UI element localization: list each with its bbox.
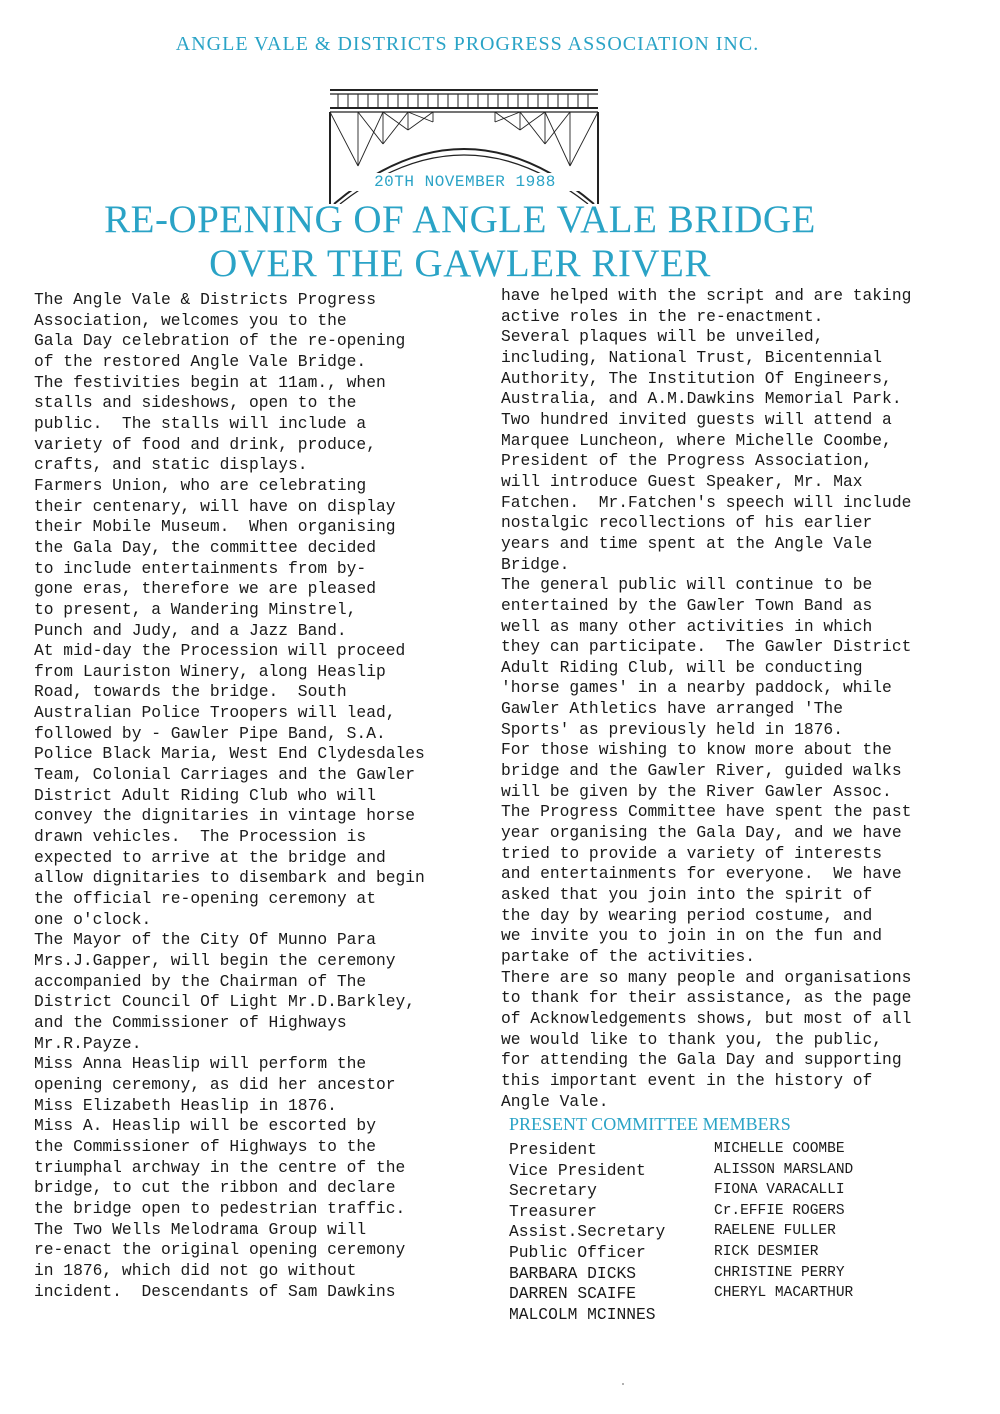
- text-line: Miss A. Heaslip will be escorted by: [34, 1116, 376, 1136]
- text-line: Australia, and A.M.Dawkins Memorial Park.: [501, 389, 902, 409]
- title-line-1: RE-OPENING OF ANGLE VALE BRIDGE: [104, 198, 816, 241]
- text-line: to present, a Wandering Minstrel,: [34, 599, 357, 619]
- text-line: Authority, The Institution Of Engineers,: [501, 368, 892, 388]
- text-line: At mid-day the Procession will proceed: [34, 641, 406, 661]
- text-line: President of the Progress Association,: [501, 451, 873, 471]
- text-line: the official re-opening ceremony at: [34, 889, 376, 909]
- text-line: convey the dignitaries in vintage horse: [34, 806, 416, 826]
- text-line: Police Black Maria, West End Clydesdales: [34, 744, 425, 764]
- text-line: The Progress Committee have spent the past: [501, 802, 912, 822]
- committee-roles-list: [509, 1140, 665, 1325]
- committee-names-list: [714, 1139, 853, 1304]
- text-line: bridge and the Gawler River, guided walks: [501, 761, 902, 781]
- text-line: we would like to thank you, the public,: [501, 1029, 883, 1049]
- committee-role: Treasurer: [509, 1201, 597, 1221]
- text-line: Mrs.J.Gapper, will begin the ceremony: [34, 951, 396, 970]
- text-line: For those wishing to know more about the: [501, 740, 892, 760]
- text-line: The Mayor of the City Of Munno Para: [34, 930, 376, 950]
- text-line: Mr.R.Payze.: [34, 1033, 142, 1053]
- text-line: one o'clock.: [34, 909, 152, 929]
- text-line: they can participate. The Gawler District: [501, 637, 912, 657]
- committee-role: President: [509, 1140, 597, 1159]
- text-line: followed by - Gawler Pipe Band, S.A.: [34, 723, 386, 743]
- text-line: the bridge open to pedestrian traffic.: [34, 1198, 406, 1218]
- organization-name: ANGLE VALE & DISTRICTS PROGRESS ASSOCIATION INC.: [175, 33, 760, 55]
- text-line: Sports' as previously held in 1876.: [501, 719, 843, 739]
- text-line: Angle Vale.: [501, 1091, 609, 1111]
- text-line: partake of the activities.: [501, 947, 756, 966]
- committee-member-name: FIONA VARACALLI: [714, 1182, 845, 1199]
- text-line: to thank for their assistance, as the page: [501, 988, 912, 1008]
- committee-member-name: RICK DESMIER: [714, 1243, 819, 1260]
- text-line: years and time spent at the Angle Vale: [501, 533, 873, 553]
- text-line: the day by wearing period costume, and: [501, 905, 873, 925]
- committee-member-name: CHRISTINE PERRY: [714, 1264, 845, 1281]
- text-line: of Acknowledgements shows, but most of all: [501, 1008, 912, 1028]
- text-line: Adult Riding Club, will be conducting: [501, 657, 863, 677]
- text-line: variety of food and drink, produce,: [34, 434, 376, 454]
- text-line: well as many other activities in which: [501, 616, 873, 636]
- text-line: of the restored Angle Vale Bridge.: [34, 351, 367, 371]
- text-line: expected to arrive at the bridge and: [34, 847, 386, 867]
- text-line: Fatchen. Mr.Fatchen's speech will include: [501, 492, 912, 512]
- text-line: for attending the Gala Day and supporting: [501, 1050, 902, 1070]
- right-column-text: [501, 286, 911, 1112]
- committee-role: Secretary: [509, 1181, 597, 1201]
- text-line: Association, welcomes you to the: [34, 310, 347, 330]
- text-line: crafts, and static displays.: [34, 455, 308, 475]
- text-line: in 1876, which did not go without: [34, 1260, 357, 1280]
- page-title: [0, 198, 920, 286]
- text-line: Gawler Athletics have arranged 'The: [501, 699, 843, 719]
- text-line: accompanied by the Chairman of The: [34, 971, 367, 991]
- left-column-text: [34, 290, 425, 1302]
- text-line: their centenary, will have on display: [34, 496, 396, 516]
- text-line: Road, towards the bridge. South: [34, 682, 347, 702]
- text-line: to include entertainments from by-: [34, 558, 367, 578]
- committee-role: BARBARA DICKS: [509, 1263, 637, 1283]
- committee-role: MALCOLM MCINNES: [509, 1304, 656, 1324]
- text-line: There are so many people and organisations: [501, 967, 912, 987]
- text-line: opening ceremony, as did her ancestor: [34, 1074, 396, 1094]
- text-line: incident. Descendants of Sam Dawkins: [34, 1281, 396, 1301]
- text-line: Farmers Union, who are celebrating: [34, 475, 367, 495]
- text-line: allow dignitaries to disembark and begin: [34, 868, 425, 888]
- committee-member-name: Cr.EFFIE ROGERS: [714, 1202, 845, 1219]
- text-line: Bridge.: [501, 554, 570, 574]
- text-line: this important event in the history of: [501, 1070, 873, 1090]
- text-line: The festivities begin at 11am., when: [34, 372, 386, 392]
- text-line: their Mobile Museum. When organising: [34, 517, 396, 537]
- text-line: public. The stalls will include a: [34, 413, 367, 433]
- text-line: Miss Anna Heaslip will perform the: [34, 1054, 367, 1074]
- committee-role: Assist.Secretary: [509, 1222, 666, 1242]
- text-line: 'horse games' in a nearby paddock, while: [501, 678, 892, 698]
- committee-role: Public Officer: [509, 1242, 646, 1262]
- event-date: 20TH NOVEMBER 1988: [340, 173, 590, 191]
- text-line: and entertainments for everyone. We have: [501, 864, 902, 884]
- paper-speck: [622, 1383, 624, 1385]
- committee-member-name: CHERYL MACARTHUR: [714, 1285, 854, 1302]
- committee-member-name: RAELENE FULLER: [714, 1223, 836, 1240]
- title-line-2: OVER THE GAWLER RIVER: [209, 242, 711, 285]
- text-line: Two hundred invited guests will attend a: [501, 409, 892, 429]
- committee-heading: PRESENT COMMITTEE MEMBERS: [509, 1114, 791, 1134]
- text-line: drawn vehicles. The Procession is: [34, 827, 367, 847]
- text-line: active roles in the re-enactment.: [501, 306, 824, 326]
- text-line: will be given by the River Gawler Assoc.: [501, 781, 892, 801]
- text-line: The general public will continue to be: [501, 575, 873, 595]
- text-line: year organising the Gala Day, and we have: [501, 823, 902, 843]
- text-line: Australian Police Troopers will lead,: [34, 703, 396, 723]
- text-line: triumphal archway in the centre of the: [34, 1157, 406, 1177]
- text-line: Gala Day celebration of the re-opening: [34, 331, 406, 351]
- text-line: the Commissioner of Highways to the: [34, 1136, 376, 1156]
- text-line: will introduce Guest Speaker, Mr. Max: [501, 471, 863, 491]
- text-line: nostalgic recollections of his earlier: [501, 513, 873, 533]
- text-line: the Gala Day, the committee decided: [34, 537, 376, 557]
- committee-role: DARREN SCAIFE: [509, 1284, 637, 1304]
- text-line: from Lauriston Winery, along Heaslip: [34, 661, 386, 681]
- text-line: District Council Of Light Mr.D.Barkley,: [34, 992, 416, 1012]
- committee-role: Vice President: [509, 1160, 646, 1180]
- text-line: Marquee Luncheon, where Michelle Coombe,: [501, 430, 892, 450]
- text-line: we invite you to join in on the fun and: [501, 926, 883, 946]
- text-line: Punch and Judy, and a Jazz Band.: [34, 620, 347, 640]
- text-line: tried to provide a variety of interests: [501, 843, 883, 863]
- text-line: Miss Elizabeth Heaslip in 1876.: [34, 1095, 337, 1115]
- text-line: The Two Wells Melodrama Group will: [34, 1219, 367, 1239]
- text-line: stalls and sideshows, open to the: [34, 393, 357, 413]
- text-line: have helped with the script and are taking: [501, 286, 912, 305]
- text-line: Team, Colonial Carriages and the Gawler: [34, 765, 416, 785]
- text-line: The Angle Vale & Districts Progress: [34, 290, 376, 309]
- committee-member-name: ALISSON MARSLAND: [714, 1161, 854, 1178]
- text-line: re-enact the original opening ceremony: [34, 1240, 406, 1260]
- text-line: asked that you join into the spirit of: [501, 885, 873, 905]
- text-line: Several plaques will be unveiled,: [501, 327, 824, 347]
- text-line: gone eras, therefore we are pleased: [34, 579, 376, 599]
- text-line: including, National Trust, Bicentennial: [501, 347, 883, 367]
- committee-member-name: MICHELLE COOMBE: [714, 1141, 845, 1157]
- text-line: bridge, to cut the ribbon and declare: [34, 1178, 396, 1198]
- text-line: and the Commissioner of Highways: [34, 1012, 347, 1032]
- text-line: entertained by the Gawler Town Band as: [501, 595, 873, 615]
- text-line: District Adult Riding Club who will: [34, 785, 376, 805]
